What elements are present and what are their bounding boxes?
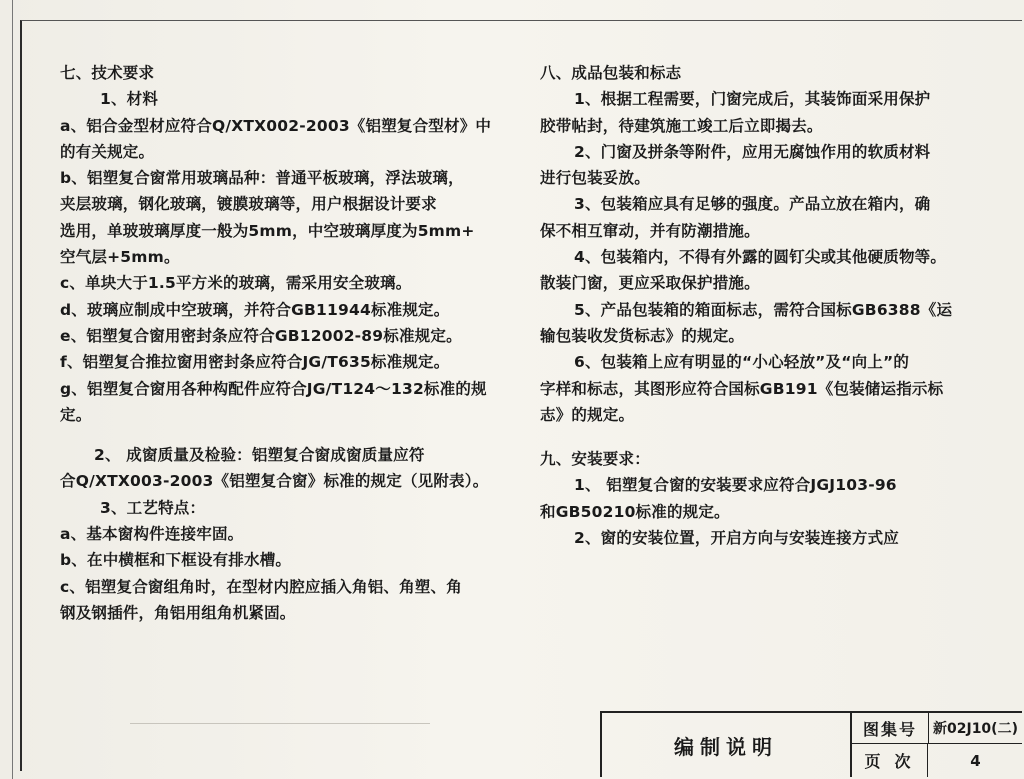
section-8-line: 散装门窗，更应采取保护措施。	[540, 274, 760, 293]
section-8-line: 字样和标志，其图形应符合国标GB191《包装储运指示标	[540, 379, 944, 398]
section-9-line: 1、 铝塑复合窗的安装要求应符合JGJ103-96	[574, 476, 897, 495]
section-7-title: 七、技术要求	[60, 64, 155, 82]
section-8-line: 胶带帖封，待建筑施工竣工后立即揭去。	[540, 116, 823, 135]
title-block	[600, 711, 1022, 777]
process-title: 3、工艺特点：	[100, 498, 206, 517]
faint-bleedthrough	[130, 723, 430, 764]
section-8-line: 5、产品包装箱的箱面标志，需符合国标GB6388《运	[574, 300, 953, 319]
materials-line: 选用，单玻玻璃厚度一般为5mm，中空玻璃厚度为5mm+	[60, 221, 475, 240]
materials-line: 的有关规定。	[60, 142, 155, 161]
atlas-number-value: 新02J10(二)	[929, 713, 1022, 744]
title-block-title: 编制说明	[602, 713, 852, 777]
binding-margin-line	[12, 0, 13, 779]
right-column	[540, 60, 970, 551]
materials-title: 1、材料	[100, 90, 159, 109]
section-8-title: 八、成品包装和标志	[540, 64, 682, 82]
section-8-line: 志》的规定。	[540, 405, 635, 424]
process-line: 钢及钢插件，角铝用组角机紧固。	[60, 603, 296, 622]
quality-line: 合Q/XTX003-2003《铝塑复合窗》标准的规定（见附表）。	[60, 472, 489, 491]
process-line: c、铝塑复合窗组角时，在型材内腔应插入角铝、角塑、角	[60, 577, 462, 596]
quality-line: 2、 成窗质量及检验：铝塑复合窗成窗质量应符	[94, 446, 425, 465]
page-number-label: 页次	[852, 744, 928, 777]
materials-line: 夹层玻璃，钢化玻璃，镀膜玻璃等，用户根据设计要求	[60, 195, 437, 214]
materials-line: 定。	[60, 405, 92, 424]
section-8-line: 进行包装妥放。	[540, 169, 650, 188]
materials-line: g、铝塑复合窗用各种构配件应符合JG/T124～132标准的规	[60, 379, 487, 398]
materials-line: b、铝塑复合窗常用玻璃品种：普通平板玻璃，浮法玻璃，	[60, 169, 464, 188]
section-9-title: 九、安装要求：	[540, 450, 650, 469]
materials-line: 空气层+5mm。	[60, 248, 180, 267]
section-8-line: 6、包装箱上应有明显的“小心轻放”及“向上”的	[574, 353, 910, 372]
materials-line: d、玻璃应制成中空玻璃，并符合GB11944标准规定。	[60, 300, 450, 319]
materials-line: e、铝塑复合窗用密封条应符合GB12002-89标准规定。	[60, 326, 462, 345]
materials-line: a、铝合金型材应符合Q/XTX002-2003《铝塑复合型材》中	[60, 116, 492, 135]
section-9-line: 2、窗的安装位置，开启方向与安装连接方式应	[574, 529, 899, 548]
section-8-line: 保不相互窜动，并有防潮措施。	[540, 221, 760, 240]
section-8-line: 3、包装箱应具有足够的强度。产品立放在箱内，确	[574, 195, 931, 214]
process-line: b、在中横框和下框设有排水槽。	[60, 551, 292, 570]
materials-line: c、单块大于1.5平方米的玻璃，需采用安全玻璃。	[60, 274, 412, 293]
section-8-line: 输包装收发货标志》的规定。	[540, 326, 745, 345]
atlas-number-label: 图集号	[852, 713, 929, 744]
process-line: a、基本窗构件连接牢固。	[60, 525, 244, 544]
section-8-line: 2、门窗及拼条等附件，应用无腐蚀作用的软质材料	[574, 142, 931, 161]
section-9-line: 和GB50210标准的规定。	[540, 502, 730, 521]
section-8-line: 4、包装箱内，不得有外露的圆钉尖或其他硬质物等。	[574, 248, 947, 267]
materials-line: f、铝塑复合推拉窗用密封条应符合JG/T635标准规定。	[60, 353, 450, 372]
section-8-line: 1、根据工程需要，门窗完成后，其装饰面采用保护	[574, 90, 931, 109]
left-column	[60, 60, 500, 626]
page-number-value: 4	[970, 751, 981, 770]
